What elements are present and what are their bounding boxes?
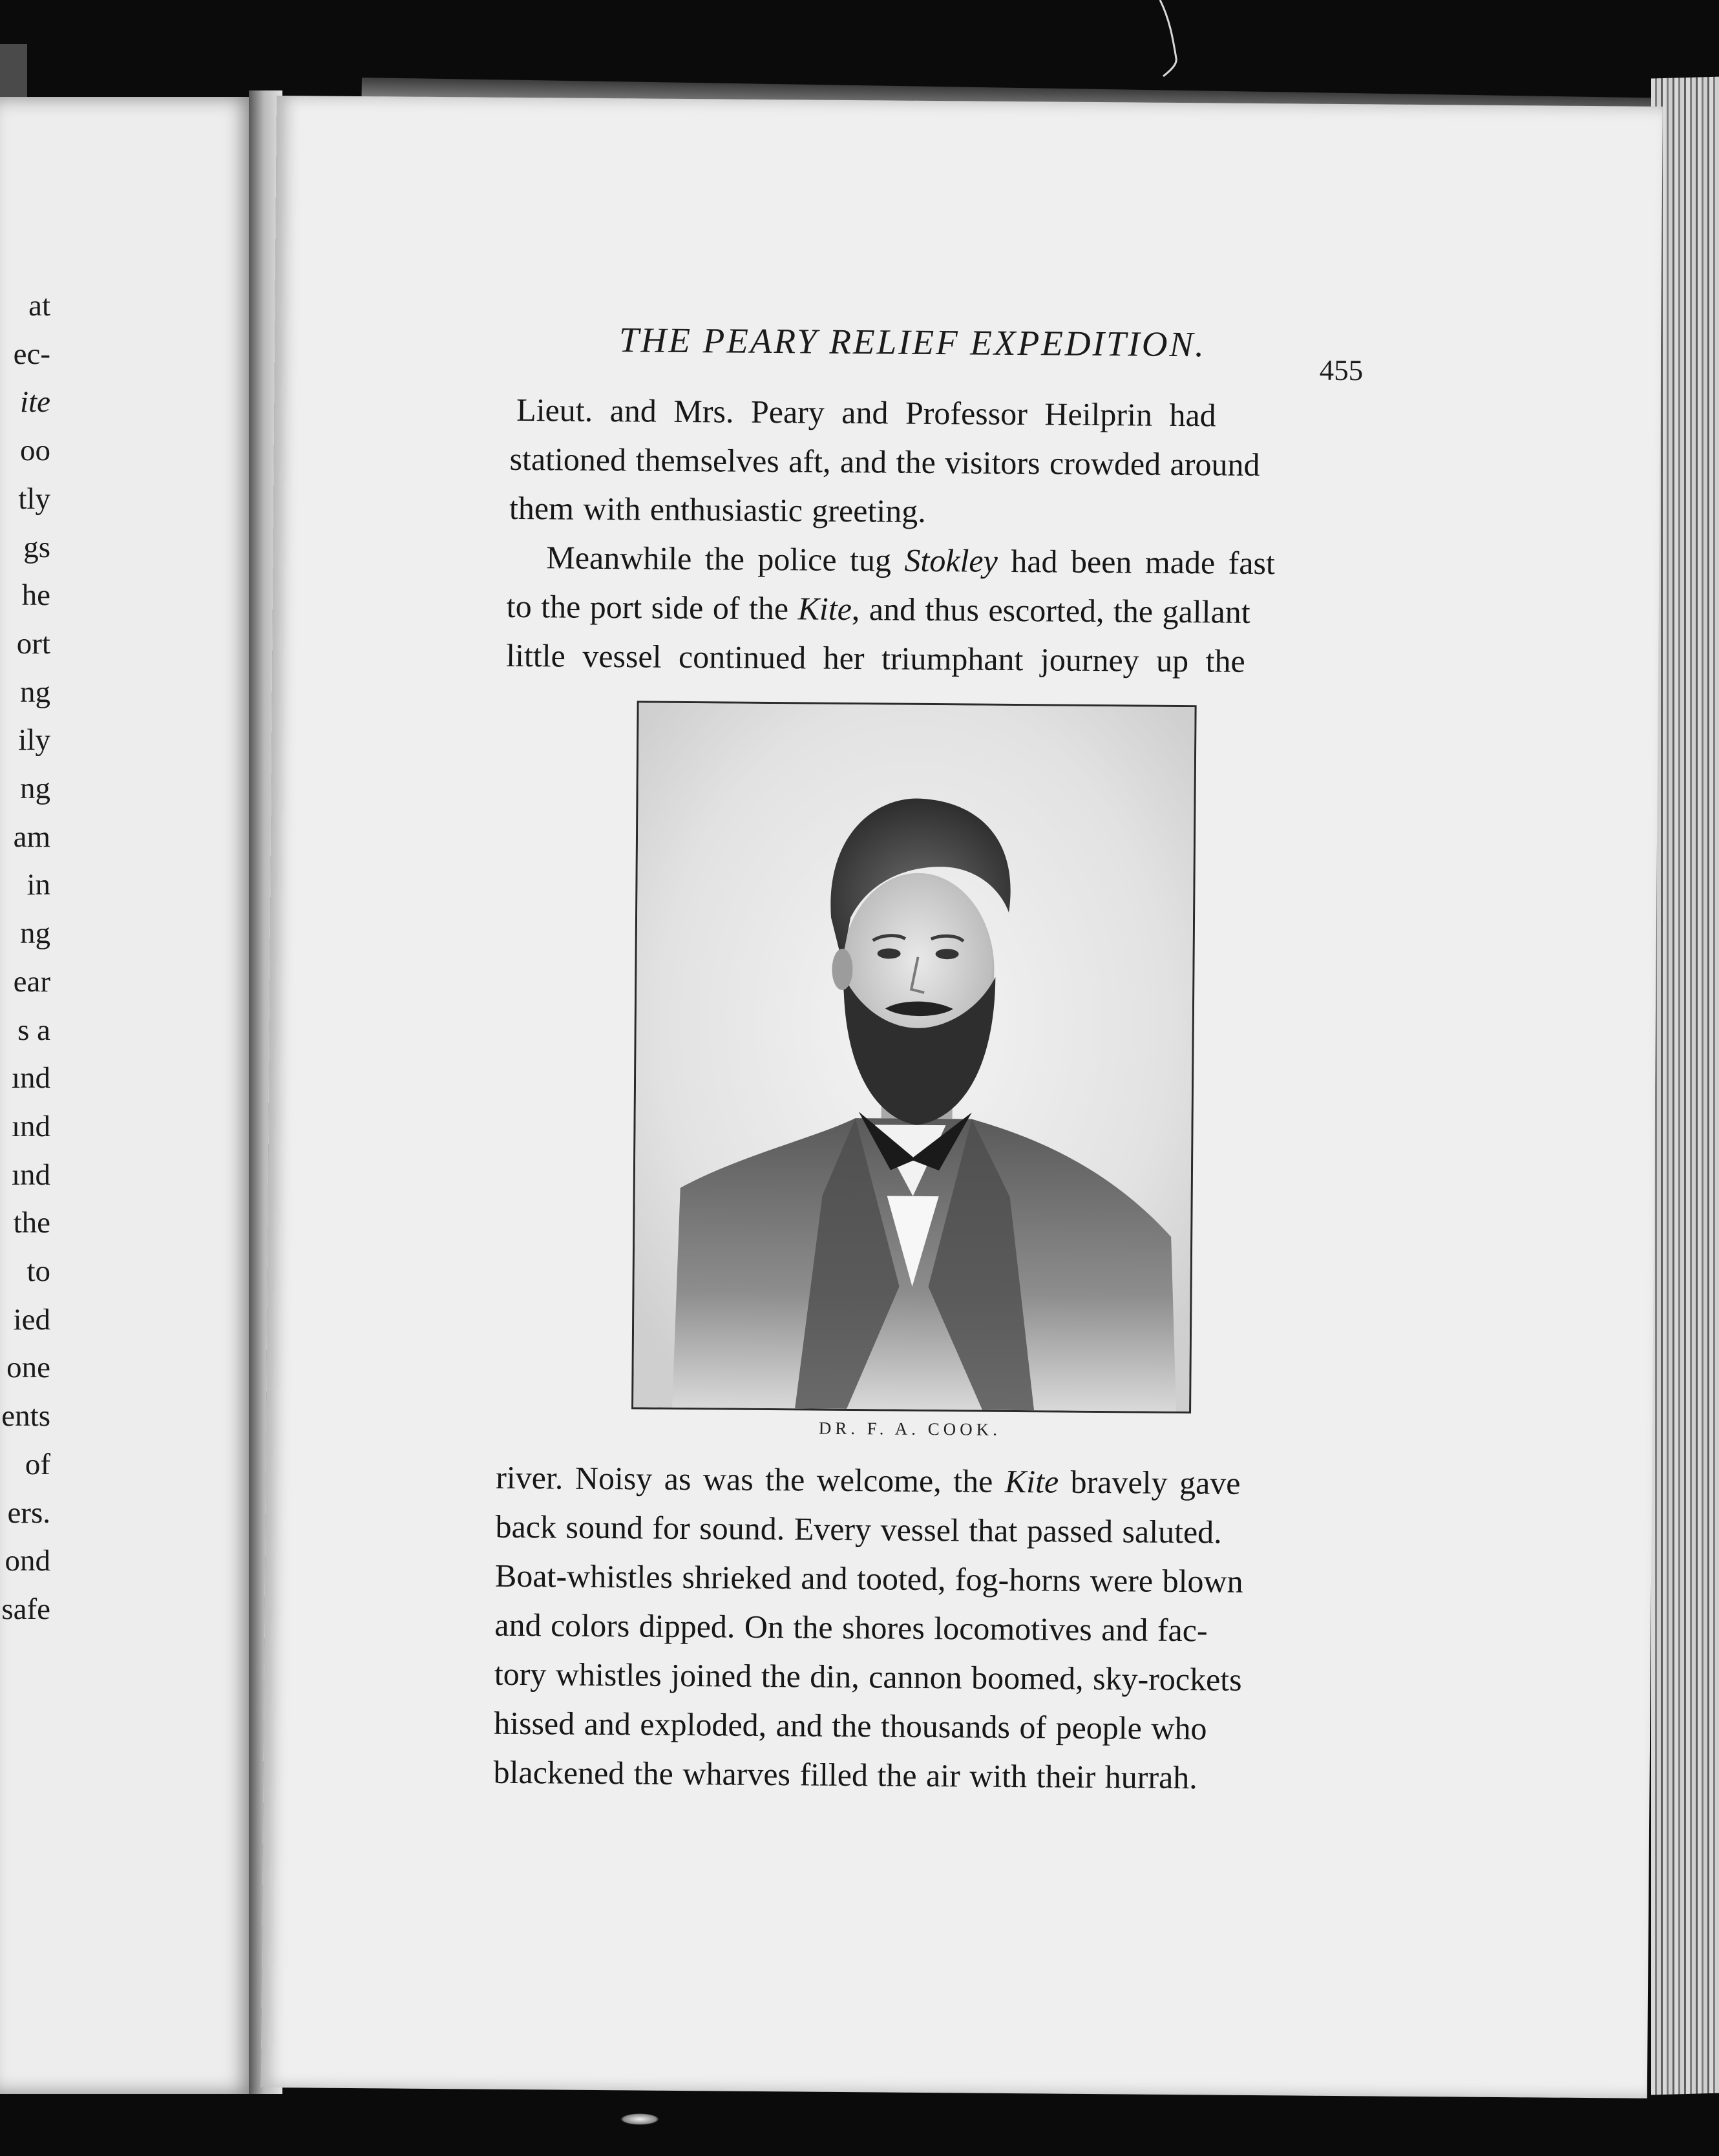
ship-name-italic: Kite (1004, 1463, 1059, 1500)
previous-page-word-fragment: ınd (11, 1157, 50, 1192)
previous-page-word-fragment: the (13, 1206, 50, 1240)
text-line (546, 539, 1276, 582)
running-head: THE PEARY RELIEF EXPEDITION. (618, 320, 1207, 365)
previous-page-word-fragment: oo (20, 434, 50, 468)
previous-page-word-fragment: he (21, 578, 50, 613)
text-line: hissed and exploded, and the thousands of people who (494, 1704, 1207, 1747)
previous-page-word-fragment: s a (17, 1013, 50, 1047)
previous-page-word-fragment: ear (13, 964, 50, 999)
text-segment: , and thus escorted, the gallant (851, 591, 1250, 630)
previous-page-word-fragment: ınd (11, 1061, 50, 1095)
text-line: and colors dipped. On the shores locomotives and fac- (494, 1606, 1208, 1649)
previous-page-word-fragment: ınd (11, 1109, 50, 1143)
previous-page-word-fragment: ec- (13, 337, 50, 371)
ship-name-italic: Kite (797, 590, 852, 628)
text-segment: had been made fast (997, 542, 1276, 582)
scan-debris (620, 2113, 659, 2125)
previous-page-word-fragment: ers. (7, 1495, 50, 1530)
previous-page-word-fragment: safe (1, 1592, 50, 1626)
text-line (506, 587, 1250, 630)
left-page-tab (0, 44, 27, 102)
page-edge-stack (1651, 76, 1719, 2095)
text-line: little vessel continued her triumphant journey up the (505, 637, 1245, 679)
previous-page-word-fragment: at (28, 289, 50, 322)
previous-page-word-fragment: ng (20, 675, 50, 709)
previous-page-word-fragment: of (25, 1447, 50, 1481)
previous-page-word-fragment: ng (20, 772, 50, 805)
text-line: back sound for sound. Every vessel that passed saluted. (495, 1508, 1222, 1550)
text-line: blackened the wharves filled the air with their hurrah. (493, 1753, 1198, 1796)
text-line: them with enthusiastic greeting. (509, 489, 926, 529)
text-line (496, 1461, 1241, 1499)
previous-page-word-fragment: to (26, 1254, 50, 1288)
previous-page-fragment (0, 97, 255, 2094)
ship-name-italic: Stokley (904, 542, 998, 579)
text-line: stationed themselves aft, and the visitors crowded around (509, 440, 1260, 483)
previous-page-word-fragment: ily (18, 723, 50, 757)
previous-page-word-fragment: tly (18, 481, 50, 516)
portrait-photograph (631, 701, 1197, 1413)
previous-page-word-fragment: ort (16, 626, 50, 661)
text-segment: to the port side of the (506, 587, 798, 627)
thread-fiber (1157, 0, 1183, 78)
page-number: 455 (1319, 354, 1364, 387)
book-page (261, 96, 1663, 2098)
previous-page-word-fragment: am (13, 819, 50, 854)
portrait-image (633, 703, 1195, 1411)
previous-page-word-fragment: ng (20, 916, 50, 951)
previous-page-word-fragment: one (6, 1351, 50, 1385)
text-segment: river. Noisy as was the welcome, the (496, 1459, 1006, 1499)
previous-page-word-fragment: ite (20, 385, 50, 419)
text-segment: bravely gave (1058, 1463, 1241, 1501)
portrait-caption: DR. F. A. COOK. (818, 1418, 1002, 1439)
previous-page-word-fragment: ond (5, 1544, 50, 1578)
previous-page-word-fragment: in (26, 868, 50, 902)
text-line: Lieut. and Mrs. Peary and Professor Heilprin had (516, 391, 1216, 434)
previous-page-word-fragment: ied (13, 1302, 50, 1337)
previous-page-word-fragment: ents (1, 1399, 50, 1433)
text-line: tory whistles joined the din, cannon boomed, sky-rockets (494, 1655, 1242, 1698)
text-line: Boat-whistles shrieked and tooted, fog-horns were blown (494, 1557, 1243, 1600)
previous-page-word-fragment: gs (23, 530, 50, 564)
text-segment: Meanwhile the police tug (546, 539, 905, 578)
